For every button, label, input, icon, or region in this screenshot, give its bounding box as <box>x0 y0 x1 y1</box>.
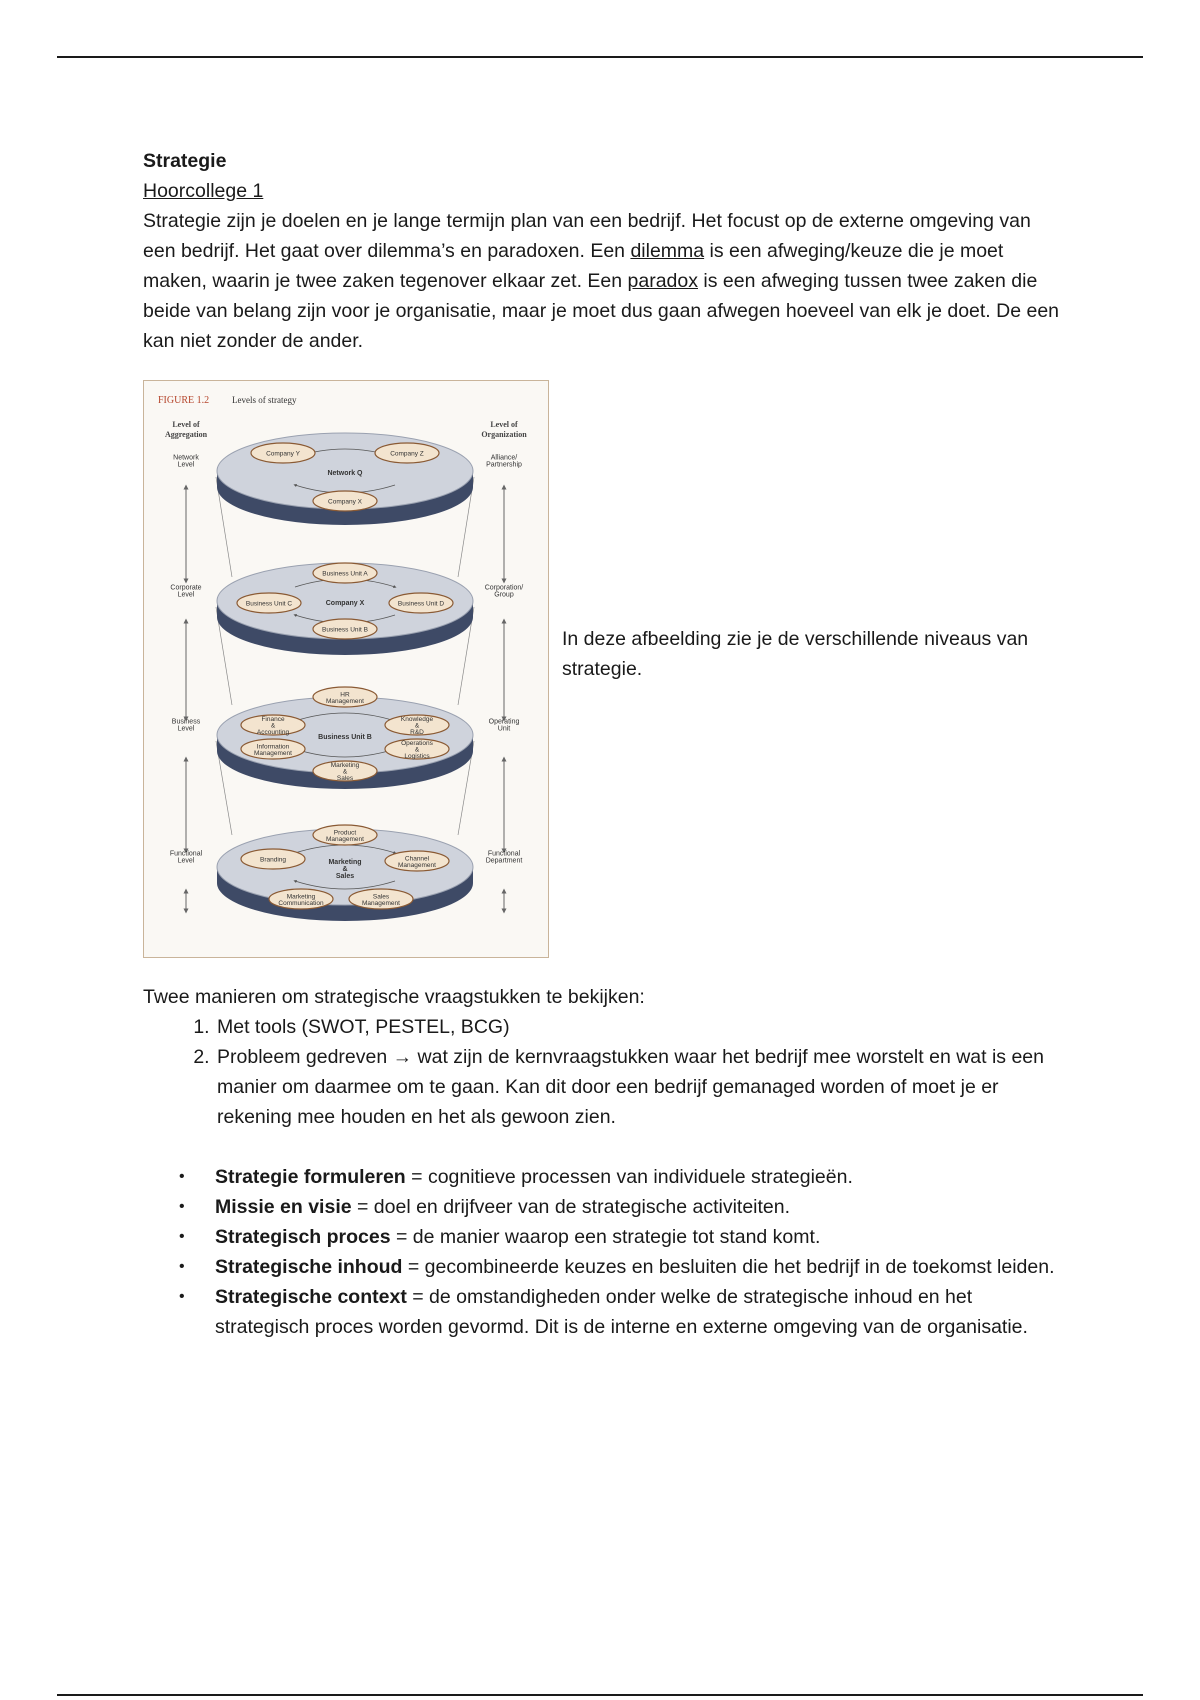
level-1 <box>173 433 522 525</box>
bullet-icon: • <box>179 1288 185 1305</box>
node-label: Channel Management <box>398 855 436 869</box>
definition-item <box>143 1222 1063 1252</box>
level-3 <box>172 687 520 789</box>
level-left-label: Functional Level <box>169 850 203 865</box>
definition-item <box>143 1162 1063 1192</box>
node-label: Information Management <box>254 743 292 757</box>
definition-item <box>143 1282 1063 1342</box>
level-right-label: Functional Department <box>485 850 523 865</box>
document-body <box>143 146 1063 1342</box>
level-center-label: Network Q <box>327 470 363 477</box>
node-label: Company X <box>328 498 362 506</box>
bullet-icon: • <box>179 1168 185 1185</box>
right-header: Level of Organization <box>481 420 527 439</box>
node-label: Business Unit D <box>397 600 445 608</box>
node-label: Finance & Accounting <box>256 716 290 736</box>
level-center-label: Company X <box>325 600 365 607</box>
node-label: Marketing & Sales <box>330 762 360 782</box>
bullet-icon: • <box>179 1228 185 1245</box>
definition-text: = de manier waarop een strategie tot stand komt. <box>390 1226 821 1248</box>
intro-paragraph <box>143 206 1063 356</box>
intro-text-3: is een afweging tussen twee zaken die beide van belang zijn voor je organisatie, maar je moet dus gaan afwegen hoeveel van elk je doet. De een kan niet zonder de ander. <box>143 270 1060 352</box>
levels-of-strategy-figure <box>143 380 549 958</box>
level-center-label: Marketing & Sales <box>328 859 362 880</box>
document-title: Strategie <box>143 150 227 172</box>
bullet-icon: • <box>179 1198 185 1215</box>
node-label: Company Y <box>266 450 300 458</box>
approaches-list <box>143 1012 1063 1132</box>
level-right-label: Corporation/ Group <box>484 584 524 599</box>
bullet-icon: • <box>179 1258 185 1275</box>
node-label: Knowledge & R&D <box>400 716 434 736</box>
intro-text-1: Strategie zijn je doelen en je lange termijn plan van een bedrijf. Het focust op de externe omgeving van een bedrijf. Het gaat over dilemma’s en paradoxen. Een <box>143 210 1031 262</box>
figure-label: FIGURE 1.2 <box>158 395 210 406</box>
definition-term: Strategie formuleren <box>215 1166 406 1188</box>
levels-group <box>170 433 523 921</box>
definition-item <box>143 1252 1063 1282</box>
footer-rule <box>57 1694 1143 1696</box>
term-dilemma: dilemma <box>630 240 705 262</box>
definition-text: = doel en drijfveer van de strategische activiteiten. <box>351 1196 791 1218</box>
node-label: Product Management <box>326 829 364 843</box>
figure-caption: Levels of strategy <box>232 395 297 405</box>
node-label: Operations & Logistics <box>401 740 433 760</box>
node-label: Sales Management <box>362 893 400 907</box>
intro-text-2: is een afweging/keuze die je moet maken, waarin je twee zaken tegenover elkaar zet. Een <box>143 240 1004 292</box>
definition-text: = gecombineerde keuzes en besluiten die het bedrijf in de toekomst leiden. <box>402 1256 1055 1278</box>
node-label: Business Unit A <box>322 570 368 578</box>
left-header: Level of Aggregation <box>164 420 208 439</box>
levels-diagram <box>144 381 548 957</box>
term-paradox: paradox <box>627 270 698 292</box>
figure-side-text: In deze afbeelding zie je de verschillende niveaus van strategie. <box>562 628 1029 680</box>
node-label: Business Unit C <box>245 600 293 608</box>
level-left-label: Network Level <box>173 454 199 469</box>
definition-term: Strategisch proces <box>215 1226 391 1248</box>
level-left-label: Business Level <box>171 718 201 733</box>
node-label: Business Unit B <box>322 626 368 634</box>
approach-item: 2. Probleem gedreven → wat zijn de kernvraagstukken waar het bedrijf mee worstelt en wat is een manier om daarmee om te gaan. Kan dit door een bedrijf gemanaged worden of moet je er rekening mee houden en het als gewoon zien. <box>215 1042 1063 1132</box>
level-center-label: Business Unit B <box>318 734 372 741</box>
definition-item <box>143 1192 1063 1222</box>
header-rule <box>57 56 1143 58</box>
definition-term: Missie en visie <box>215 1196 352 1218</box>
level-right-label: Operating Unit <box>488 718 520 733</box>
node-label: Company Z <box>390 450 424 458</box>
definition-text: = cognitieve processen van individuele strategieën. <box>405 1166 853 1188</box>
level-2 <box>170 563 523 655</box>
definition-text: = de omstandigheden onder welke de strategische inhoud en het strategisch proces worden gevormd. Dit is de interne en externe omgeving van de organisatie. <box>215 1286 1028 1338</box>
level-right-label: Alliance/ Partnership <box>486 454 522 469</box>
figure-row <box>143 380 1063 952</box>
approach-item: 1. Met tools (SWOT, PESTEL, BCG) <box>215 1012 1063 1042</box>
node-label: Marketing Communication <box>278 893 324 907</box>
document-subtitle: Hoorcollege 1 <box>143 180 264 202</box>
node-label: Branding <box>259 856 287 864</box>
approaches-intro: Twee manieren om strategische vraagstukken te bekijken: <box>143 986 645 1008</box>
level-4 <box>170 825 522 921</box>
definition-term: Strategische inhoud <box>215 1256 403 1278</box>
definition-term: Strategische context <box>215 1286 407 1308</box>
level-left-label: Corporate Level <box>170 584 202 599</box>
definitions-list <box>143 1162 1063 1342</box>
node-label: HR Management <box>326 691 364 705</box>
